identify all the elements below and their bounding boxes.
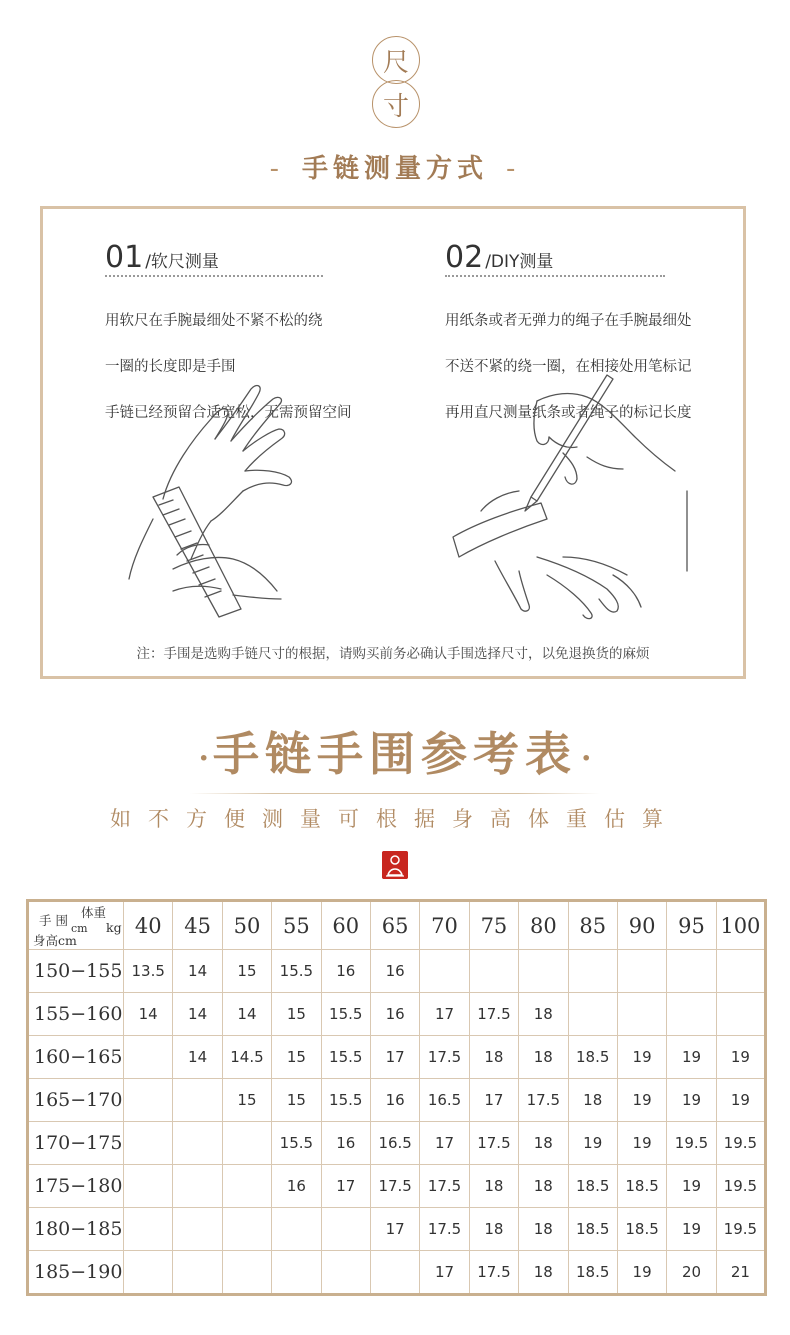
table-row: [28, 1122, 766, 1165]
table-row: [28, 1251, 766, 1295]
method-1-line: 一圈的长度即是手围: [105, 359, 236, 375]
wrist-size-cell: [173, 1165, 222, 1208]
wrist-size-cell: [667, 993, 716, 1036]
height-range-cell: 175−180: [28, 1165, 124, 1208]
wrist-size-cell: 16: [321, 1122, 370, 1165]
wrist-size-cell: 19.5: [716, 1208, 765, 1251]
corner-cm-unit: cm: [71, 922, 88, 935]
method-2-number: 02: [445, 240, 484, 275]
wrist-size-cell: 17.5: [469, 1122, 518, 1165]
badge-char-cun: 寸: [372, 80, 420, 128]
wrist-size-cell: 17: [420, 1251, 469, 1295]
wrist-size-cell: 19: [667, 1208, 716, 1251]
height-range-cell: 165−170: [28, 1079, 124, 1122]
wrist-size-cell: 15.5: [321, 1079, 370, 1122]
wrist-size-cell: 19: [667, 1165, 716, 1208]
wrist-size-cell: 19: [667, 1036, 716, 1079]
wrist-size-cell: 18: [519, 1165, 568, 1208]
wrist-size-cell: 17: [469, 1079, 518, 1122]
wrist-size-cell: 18: [469, 1208, 518, 1251]
wrist-size-cell: [519, 950, 568, 993]
method-1-dotted-rule: [105, 275, 323, 277]
wrist-size-cell: [617, 993, 666, 1036]
weight-header-cell: 55: [272, 901, 321, 950]
wrist-size-cell: 16.5: [420, 1079, 469, 1122]
subtitle-dash-left: -: [269, 154, 284, 184]
wrist-size-cell: 16: [370, 1079, 419, 1122]
wrist-size-cell: 16: [321, 950, 370, 993]
wrist-size-cell: [222, 1165, 271, 1208]
weight-header-cell: 95: [667, 901, 716, 950]
method-1-line: 用软尺在手腕最细处不紧不松的绕: [105, 313, 323, 329]
wrist-size-cell: [222, 1122, 271, 1165]
wrist-size-cell: [173, 1251, 222, 1295]
size-reference-table: [26, 899, 767, 1296]
wrist-size-cell: 15.5: [321, 993, 370, 1036]
wrist-size-cell: 15: [272, 993, 321, 1036]
wrist-size-cell: [173, 1079, 222, 1122]
wrist-size-cell: 18: [519, 1208, 568, 1251]
wrist-size-cell: 17: [370, 1036, 419, 1079]
table-row: [28, 1036, 766, 1079]
subtitle-dash-right: -: [506, 154, 521, 184]
wrist-size-cell: [124, 1079, 173, 1122]
wrist-size-cell: 18: [519, 1122, 568, 1165]
wrist-size-cell: 18: [519, 1036, 568, 1079]
table-row: [28, 1208, 766, 1251]
wrist-size-cell: 19: [568, 1122, 617, 1165]
height-range-cell: 150−155: [28, 950, 124, 993]
height-range-cell: 155−160: [28, 993, 124, 1036]
wrist-size-cell: 17.5: [420, 1208, 469, 1251]
wrist-size-cell: 18: [469, 1036, 518, 1079]
title-divider: [190, 793, 600, 794]
wrist-size-cell: 15: [272, 1079, 321, 1122]
wrist-size-cell: 17.5: [469, 1251, 518, 1295]
height-range-cell: 160−165: [28, 1036, 124, 1079]
height-range-cell: 170−175: [28, 1122, 124, 1165]
weight-header-cell: 60: [321, 901, 370, 950]
wrist-size-cell: [124, 1122, 173, 1165]
wrist-size-cell: 18.5: [568, 1036, 617, 1079]
wrist-size-cell: [173, 1208, 222, 1251]
weight-header-cell: 100: [716, 901, 765, 950]
wrist-size-cell: [716, 950, 765, 993]
wrist-size-cell: 15: [222, 1079, 271, 1122]
wrist-size-cell: [370, 1251, 419, 1295]
method-1-heading: [105, 240, 219, 275]
table-row: [28, 993, 766, 1036]
wrist-size-cell: 21: [716, 1251, 765, 1295]
subtitle-text: 手链测量方式: [301, 154, 488, 184]
method-1-number: 01: [105, 240, 144, 275]
weight-header-cell: 80: [519, 901, 568, 950]
size-note: 注：手围是选购手链尺寸的根据，请购买前务必确认手围选择尺寸，以免退换货的麻烦: [136, 646, 650, 662]
wrist-size-cell: 17: [370, 1208, 419, 1251]
table-row: [28, 1079, 766, 1122]
wrist-size-cell: 20: [667, 1251, 716, 1295]
corner-kg-unit: kg: [106, 920, 122, 935]
method-1-line: 手链已经预留合适宽松，无需预留空间: [105, 405, 352, 421]
method-2-title: /DIY测量: [485, 252, 554, 272]
method-2-line: 用纸条或者无弹力的绳子在手腕最细处: [445, 313, 692, 329]
wrist-size-cell: [173, 1122, 222, 1165]
corner-weight-label: 体重: [81, 905, 107, 920]
height-range-cell: 185−190: [28, 1251, 124, 1295]
wrist-size-cell: [222, 1251, 271, 1295]
wrist-size-cell: [321, 1251, 370, 1295]
weight-header-cell: 45: [173, 901, 222, 950]
badge-char-chi: 尺: [372, 36, 420, 84]
wrist-size-cell: 15.5: [272, 950, 321, 993]
table-row: [28, 950, 766, 993]
weight-header-cell: 75: [469, 901, 518, 950]
wrist-size-cell: 19: [667, 1079, 716, 1122]
wrist-size-cell: 18.5: [568, 1251, 617, 1295]
wrist-size-cell: 19: [716, 1079, 765, 1122]
weight-header-cell: 65: [370, 901, 419, 950]
wrist-size-cell: 19: [716, 1036, 765, 1079]
wrist-size-cell: 17.5: [519, 1079, 568, 1122]
wrist-size-cell: [568, 950, 617, 993]
wrist-size-cell: [667, 950, 716, 993]
weight-header-cell: 90: [617, 901, 666, 950]
title-dot-right: ·: [581, 740, 592, 776]
wrist-size-cell: 15.5: [321, 1036, 370, 1079]
title-text: 手链手围参考表: [213, 727, 577, 781]
wrist-size-cell: [272, 1251, 321, 1295]
corner-height-label: 身高cm: [33, 933, 77, 948]
table-row: [28, 1165, 766, 1208]
wrist-size-cell: 18.5: [617, 1208, 666, 1251]
wrist-size-cell: 18: [519, 993, 568, 1036]
wrist-size-cell: 15: [272, 1036, 321, 1079]
wrist-size-cell: [222, 1208, 271, 1251]
wrist-size-cell: 14: [173, 1036, 222, 1079]
wrist-size-cell: 16.5: [370, 1122, 419, 1165]
wrist-size-cell: 16: [370, 993, 419, 1036]
wrist-size-cell: [124, 1251, 173, 1295]
wrist-size-cell: 14: [173, 993, 222, 1036]
wrist-size-cell: 14: [124, 993, 173, 1036]
wrist-size-cell: 17.5: [370, 1165, 419, 1208]
wrist-size-cell: [321, 1208, 370, 1251]
wrist-size-cell: 19: [617, 1122, 666, 1165]
reference-table-title: [0, 718, 790, 784]
wrist-size-cell: [124, 1208, 173, 1251]
wrist-size-cell: [568, 993, 617, 1036]
wrist-size-cell: [617, 950, 666, 993]
header-row: [28, 901, 766, 950]
title-dot-left: ·: [198, 740, 209, 776]
method-2-line: 不送不紧的绕一圈，在相接处用笔标记: [445, 359, 692, 375]
wrist-size-cell: 18: [519, 1251, 568, 1295]
wrist-size-cell: 13.5: [124, 950, 173, 993]
red-seal-icon: [382, 851, 408, 879]
method-2-line: 再用直尺测量纸条或者绳子的标记长度: [445, 405, 692, 421]
wrist-size-cell: 18.5: [617, 1165, 666, 1208]
wrist-size-cell: 16: [370, 950, 419, 993]
hand-soft-ruler-illustration: [93, 359, 353, 619]
wrist-size-cell: [469, 950, 518, 993]
hand-paper-strip-pen-illustration: [437, 361, 727, 621]
wrist-size-cell: [420, 950, 469, 993]
wrist-size-cell: 19.5: [716, 1165, 765, 1208]
wrist-size-cell: 17: [420, 1122, 469, 1165]
wrist-size-cell: [124, 1036, 173, 1079]
wrist-size-cell: 15: [222, 950, 271, 993]
wrist-size-cell: 19: [617, 1251, 666, 1295]
wrist-size-cell: [124, 1165, 173, 1208]
wrist-size-cell: 18: [469, 1165, 518, 1208]
wrist-size-cell: 17.5: [420, 1165, 469, 1208]
wrist-size-cell: 18.5: [568, 1208, 617, 1251]
wrist-size-cell: 17.5: [420, 1036, 469, 1079]
subtitle: [0, 148, 790, 185]
estimate-hint: 如不方便测量可根据身高体重估算: [110, 807, 680, 831]
weight-header-cell: 50: [222, 901, 271, 950]
wrist-size-cell: [272, 1208, 321, 1251]
wrist-size-cell: 18.5: [568, 1165, 617, 1208]
height-range-cell: 180−185: [28, 1208, 124, 1251]
measure-methods-box: [40, 206, 746, 679]
wrist-size-cell: 18: [568, 1079, 617, 1122]
weight-header-cell: 70: [420, 901, 469, 950]
wrist-size-cell: 14: [222, 993, 271, 1036]
wrist-size-cell: 15.5: [272, 1122, 321, 1165]
wrist-size-cell: [716, 993, 765, 1036]
corner-wrist-label: 手 围: [39, 913, 68, 928]
corner-cell: [28, 901, 124, 950]
wrist-size-cell: 14: [173, 950, 222, 993]
wrist-size-cell: 17: [321, 1165, 370, 1208]
method-2-heading: [445, 240, 554, 275]
wrist-size-cell: 16: [272, 1165, 321, 1208]
wrist-size-cell: 14.5: [222, 1036, 271, 1079]
wrist-size-cell: 19.5: [667, 1122, 716, 1165]
wrist-size-cell: 17.5: [469, 993, 518, 1036]
weight-header-cell: 85: [568, 901, 617, 950]
wrist-size-cell: 17: [420, 993, 469, 1036]
wrist-size-cell: 19.5: [716, 1122, 765, 1165]
method-1-title: /软尺测量: [145, 252, 219, 272]
method-2-dotted-rule: [445, 275, 665, 277]
weight-header-cell: 40: [124, 901, 173, 950]
wrist-size-cell: 19: [617, 1079, 666, 1122]
wrist-size-cell: 19: [617, 1036, 666, 1079]
